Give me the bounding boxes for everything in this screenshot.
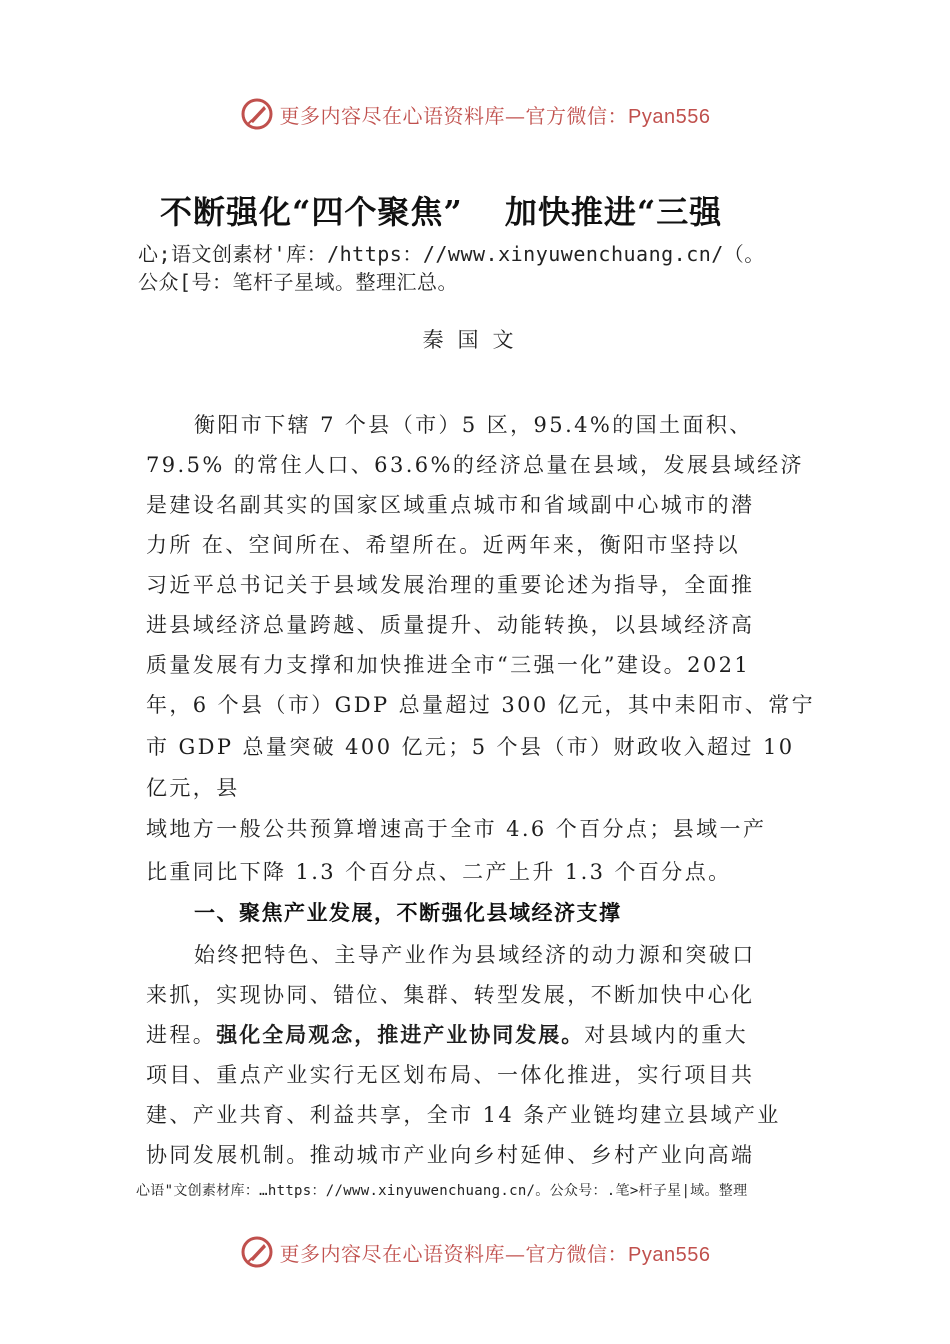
wechat-id: Pyan556 [628,105,711,128]
paragraph-line: 建、产业共育、利益共享，全市 14 条产业链均建立县域产业 [146,1103,781,1127]
paragraph-line: 亿元，县 [146,776,240,800]
paragraph-line: 协同发展机制。推动城市产业向乡村延伸、乡村产业向高端 [146,1143,755,1167]
title-part-2: 加快推进“三强 [504,193,723,231]
paragraph-line: 比重同比下降 1.3 个百分点、二产上升 1.3 个百分点。 [146,860,732,884]
paragraph-line: 进县域经济总量跨越、质量提升、动能转换，以县域经济高 [146,613,755,637]
paragraph-line: 质量发展有力支撑和加快推进全市“三强一化”建设。2021 [146,653,751,677]
banner-text: 更多内容尽在心语资料库—官方微信：Pyan556 [279,1241,711,1266]
title-part-1: 不断强化“四个聚焦” [160,193,463,231]
paragraph-line: 进程。强化全局观念，推进产业协同发展。对县域内的重大 [146,1022,749,1047]
quill-logo-icon [240,1235,274,1269]
paragraph-line: 项目、重点产业实行无区划布局、一体化推进，实行项目共 [146,1063,755,1087]
watermark-line-2: 公众[号：笔杆子星域。整理汇总。 [138,270,459,294]
watermark-line-1: 心;语文创素材'库：/https：//www.xinyuwenchuang.cn/（。 [138,242,765,266]
paragraph-line: 来抓，实现协同、错位、集群、转型发展，不断加快中心化 [146,983,755,1007]
paragraph-line: 衡阳市下辖 7 个县（市）5 区，95.4%的国土面积、 [194,413,753,437]
wechat-id: Pyan556 [628,1243,711,1266]
paragraph-line: 习近平总书记关于县域发展治理的重要论述为指导，全面推 [146,573,755,597]
quill-logo-icon [240,97,274,131]
footer-banner [0,1232,950,1272]
paragraph-line: 力所 在、空间所在、希望所在。近两年来，衡阳市坚持以 [146,533,741,557]
author-name: 秦国文 [422,328,528,352]
section-heading: 一、聚焦产业发展，不断强化县域经济支撑 [194,900,622,925]
paragraph-line: 始终把特色、主导产业作为县域经济的动力源和突破口 [194,943,756,967]
paragraph-line: 79.5% 的常住人口、63.6%的经济总量在县域，发展县域经济 [146,453,804,477]
paragraph-line: 域地方一般公共预算增速高于全市 4.6 个百分点；县域一产 [146,817,767,841]
banner-text: 更多内容尽在心语资料库—官方微信：Pyan556 [279,103,711,128]
footer-watermark: 心语"文创素材库：…https：//www.xinyuwenchuang.cn/。公众号：.笔>杆子星|域。整理 [136,1183,748,1199]
header-banner [0,94,950,134]
paragraph-line: 是建设名副其实的国家区域重点城市和省域副中心城市的潜 [146,493,755,517]
paragraph-line: 市 GDP 总量突破 400 亿元；5 个县（市）财政收入超过 10 [146,735,795,759]
page-title [160,187,880,233]
paragraph-line: 年，6 个县（市）GDP 总量超过 300 亿元，其中耒阳市、常宁 [146,693,816,717]
bold-emphasis: 强化全局观念，推进产业协同发展。 [216,1022,585,1047]
